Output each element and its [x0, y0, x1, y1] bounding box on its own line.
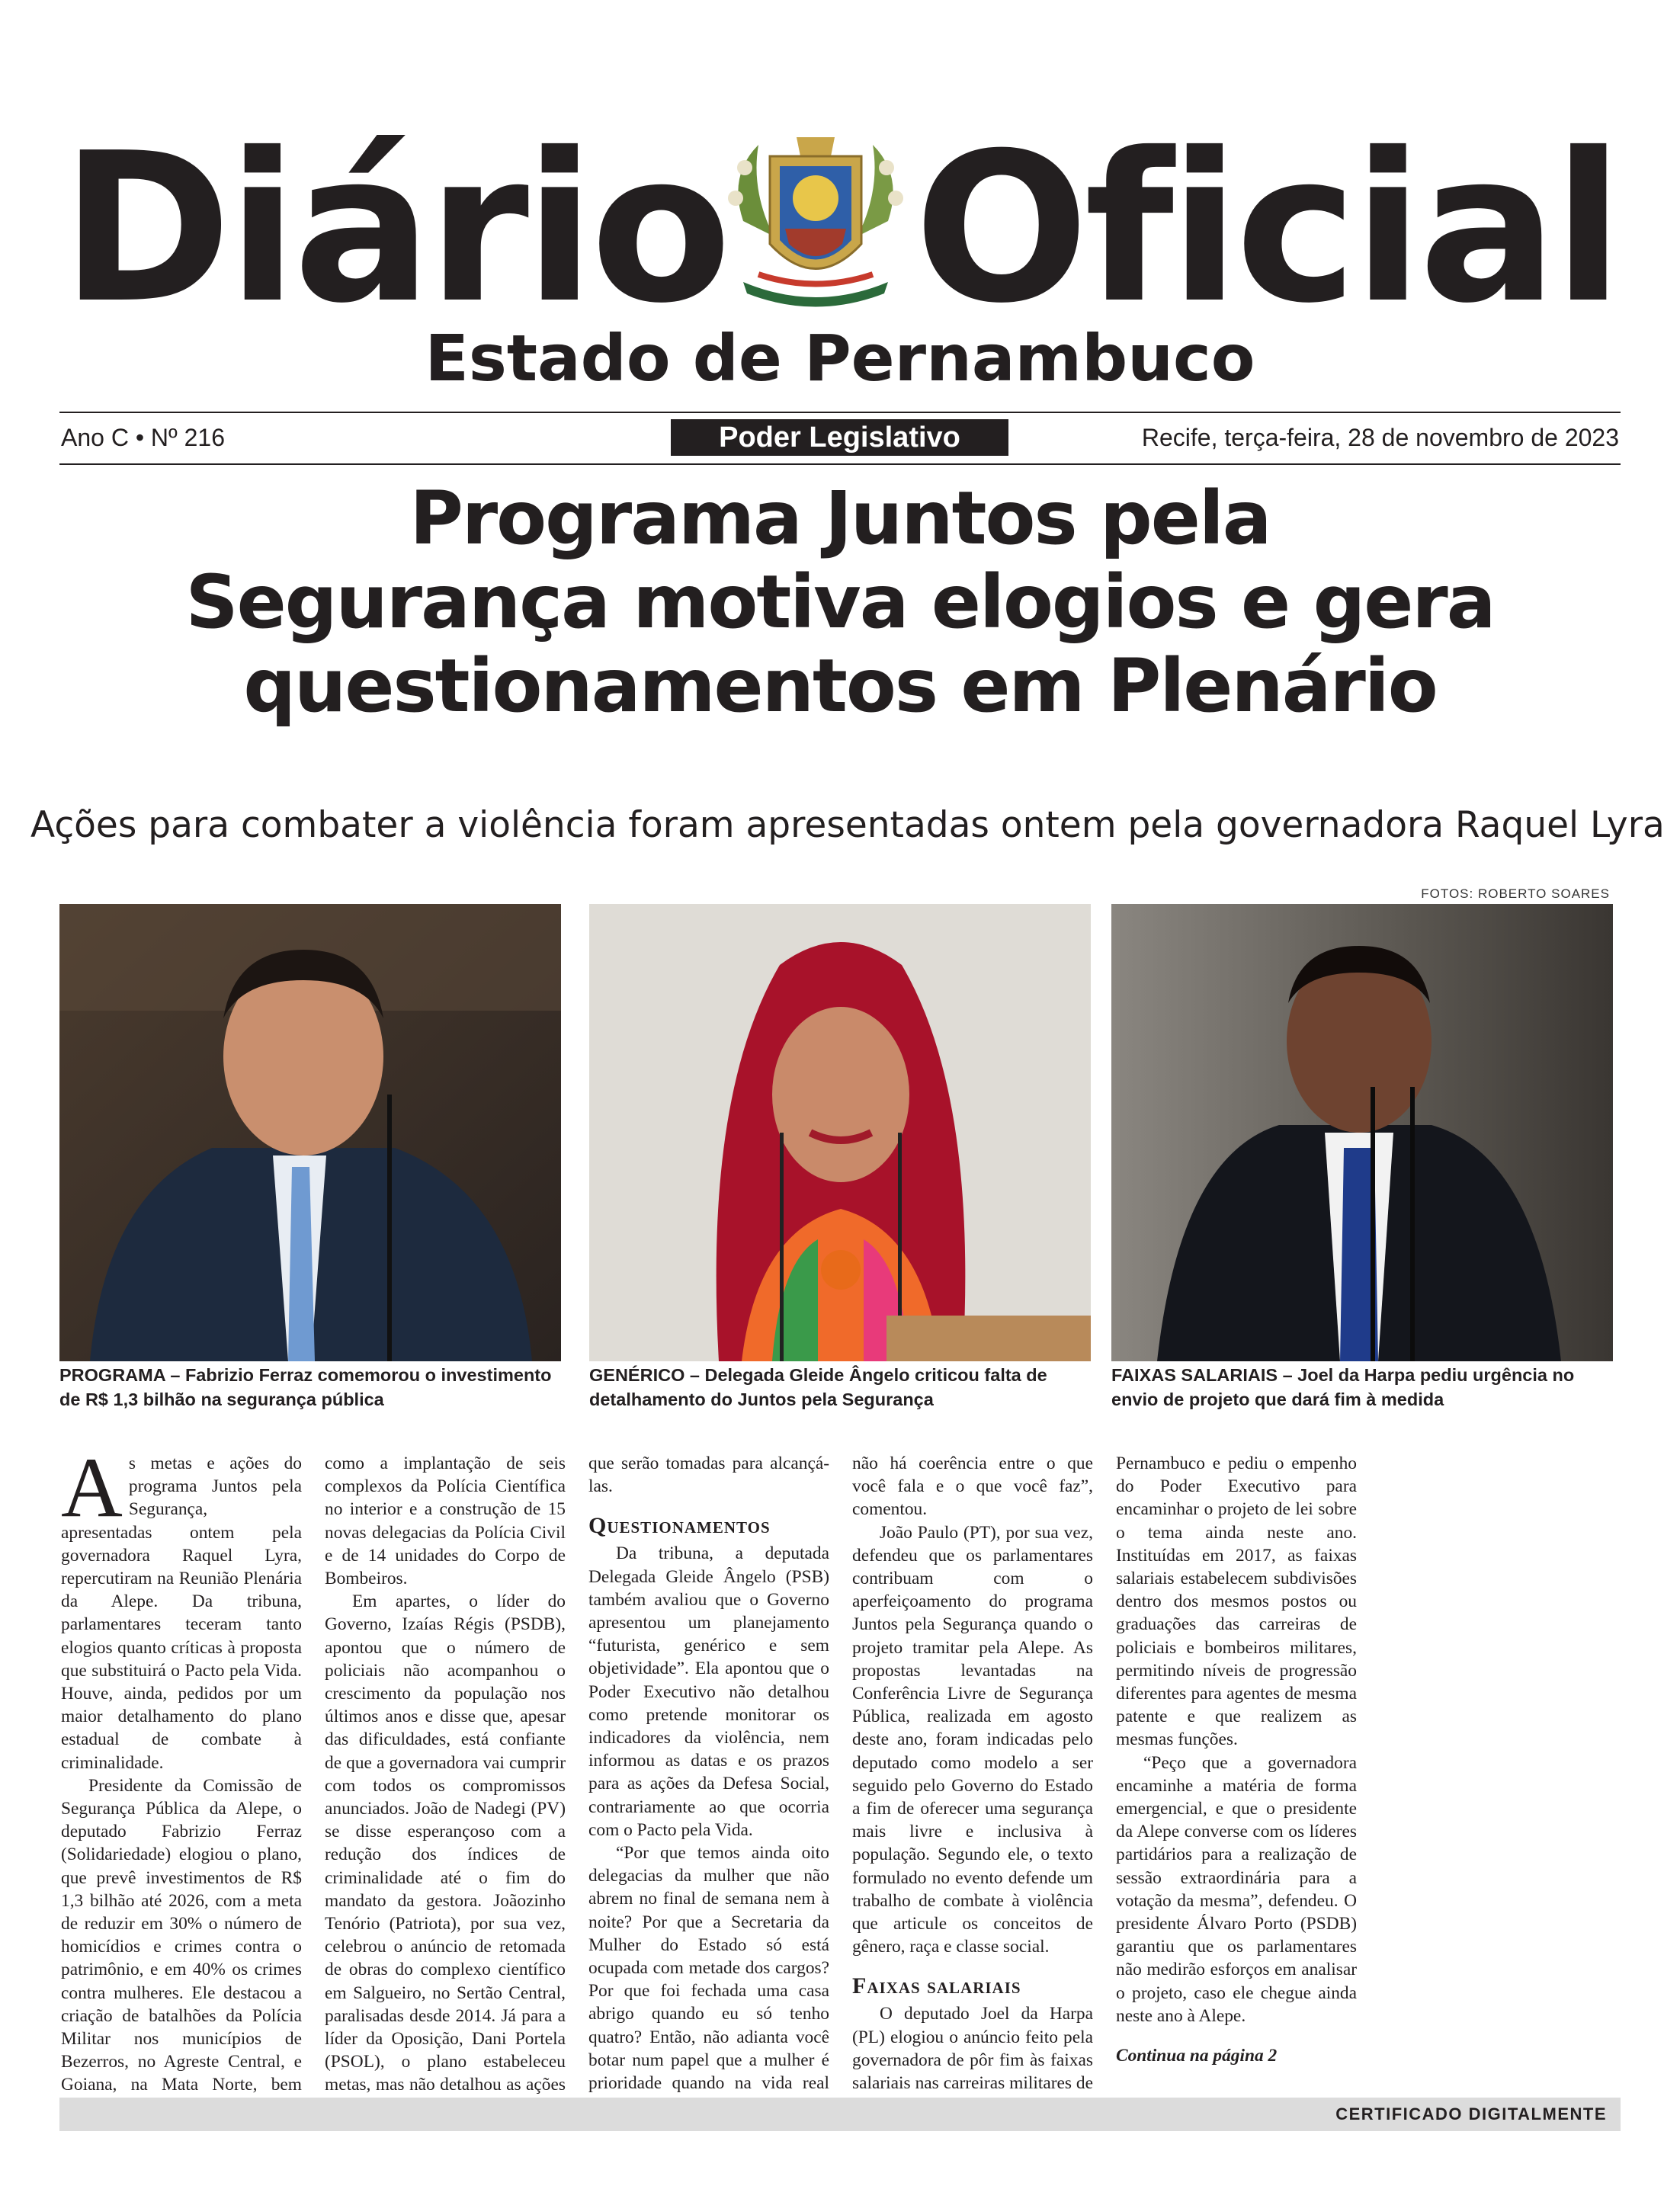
- masthead-title-right: Oficial: [914, 108, 1619, 348]
- photo-credit: FOTOS: ROBERTO SOARES: [1421, 886, 1610, 901]
- headline-line: Segurança motiva elogios e gera: [185, 559, 1495, 645]
- article-body: [61, 1441, 1621, 2107]
- subhead-questionamentos: Questionamentos: [588, 1513, 771, 1539]
- photo-caption: GENÉRICO – Delegada Gleide Ângelo criticou falta de detalhamento do Juntos pela Segurança: [589, 1365, 1047, 1409]
- issue-number: Ano C • Nº 216: [61, 424, 225, 451]
- drop-cap: A: [61, 1441, 123, 1535]
- article-paragraph: “Por que temos ainda oito delegacias da mulher que não abrem no final de semana nem à noite? Por que a Secretaria da Mulher do Estado só está ocupada com metade dos cargos? Por que foi fechada uma casa abrigo quando eu só tenho quatro? Então, não adianta você botar num papel que a mulher é prioridade quando na vida real não há coerência entre o que você fala e o que você faz”, comentou.: [588, 1454, 1093, 2094]
- deck: Ações para combater a violência foram apresentadas ontem pela governadora Raquel Lyra: [30, 804, 1665, 846]
- continue-link[interactable]: Continua na página 2: [1116, 2046, 1278, 2066]
- footer-bar: [59, 2098, 1621, 2131]
- article-paragraph: [61, 1441, 302, 1774]
- article-paragraph-text: s metas e ações do programa Juntos pela Segurança, apresentadas ontem pela governadora Raquel Lyra, repercutiram na Reunião Plenária da Alepe. Da tribuna, parlamentares teceram tanto elogios quanto críticas à proposta que substituirá o Pacto pela Vida. Houve, ainda, pedidos por um maior detalhamento do plano estadual de combate à criminalidade.: [61, 1454, 302, 1773]
- subhead-faixas-salariais: Faixas salariais: [852, 1973, 1021, 1999]
- article-paragraph: Em apartes, o líder do Governo, Izaías Régis (PSDB), apontou que o número de policiais não acompanhou o crescimento da população nos últimos anos e disse que, apesar das dificuldades, está confiante de que a governadora vai cumprir com todos os compromissos anunciados. João de Nadegi (PV) se disse esperançoso com a redução dos índices de criminalidade até o fim do mandato da gestora. Joãozinho Tenório (Patriota), por sua vez, celebrou o anúncio de retomada de obras do complexo científico em Salgueiro, no Sertão Central, paralisadas desde 2014. Já para a líder da Oposição, Dani Portela (PSOL), o plano estabeleceu metas, mas não detalhou as ações que serão tomadas para alcançá-las.: [325, 1454, 829, 2095]
- photo-gleide-angelo: [589, 904, 1091, 1361]
- headline-line: Programa Juntos pela: [409, 476, 1271, 561]
- photo-fabrizio-ferraz: [59, 904, 561, 1361]
- article-paragraph: “Peço que a governadora encaminhe a matéria de forma emergencial, e que o presidente da Alepe converse com os líderes partidários para a realização de sessão extraordinária para a votação da mesma”, defendeu. O presidente Álvaro Porto (PSDB) garantiu que os parlamentares não medirão esforços em analisar o projeto, caso ele chegue ainda neste ano à Alepe.: [1116, 1752, 1357, 2026]
- article-paragraph: Presidente da Comissão de Segurança Pública da Alepe, o deputado Fabrizio Ferraz (Solidariedade) elogiou o plano, que prevê investimentos de R$ 1,3 bilhão até 2026, com a meta de reduzir em 30% o número de homicídios e crimes contra o patrimônio, e em 40% os crimes contra mulheres. Ele destacou a criação de batalhões da Polícia Militar nos municípios de Bezerros, no Agreste Central, e Goiana, na Mata Norte, bem como a implantação de seis complexos da Polícia Científica no interior e a construção de 15 novas delegacias da Polícia Civil e de 14 unidades do Corpo de Bombeiros.: [61, 1454, 566, 2095]
- photo-joel-da-harpa: [1111, 904, 1613, 1361]
- top-rule: [59, 412, 1621, 413]
- article-paragraph: João Paulo (PT), por sua vez, defendeu que os parlamentares contribuam com o aperfeiçoamento do programa Juntos pela Segurança quando o projeto tramitar pela Alepe. As propostas levantadas na Conferência Livre de Segurança Pública, realizada em agosto deste ano, foram indicadas pelo deputado como modelo a ser seguido pelo Governo do Estado a fim de oferecer uma segurança mais livre e inclusiva à população. Segundo ele, o texto formulado no evento defende um trabalho de combate à violência que articule os conceitos de gênero, raça e classe social.: [852, 1522, 1093, 1957]
- masthead-subtitle: Estado de Pernambuco: [425, 321, 1255, 396]
- photo-caption: FAIXAS SALARIAIS – Joel da Harpa pediu urgência no envio de projeto que dará fim à medida: [1111, 1365, 1575, 1409]
- photo-caption: PROGRAMA – Fabrizio Ferraz comemorou o investimento de R$ 1,3 bilhão na segurança pública: [59, 1365, 552, 1409]
- headline: [69, 476, 1611, 728]
- bottom-rule: [59, 463, 1621, 465]
- headline-line: questionamentos em Plenário: [243, 643, 1437, 729]
- digital-certification: CERTIFICADO DIGITALMENTE: [1335, 2104, 1607, 2123]
- section-badge: Poder Legislativo: [671, 419, 1008, 456]
- masthead-title-left: Diário: [61, 108, 728, 348]
- article-paragraph: O deputado Joel da Harpa (PL) elogiou o anúncio feito pela governadora de pôr fim às faixas salariais nas carreiras militares de Pernambuco e pediu o empenho do Poder Executivo para encaminhar o projeto de lei sobre o tema ainda neste ano. Instituídas em 2017, as faixas salariais estabelecem subdivisões dentro dos mesmos postos ou graduações das carreiras de policiais e bombeiros militares, permitindo níveis de progressão diferentes para agentes de mesma patente e que realizem as mesmas funções.: [852, 1454, 1357, 2094]
- coat-of-arms-icon: [713, 130, 919, 313]
- masthead: [0, 108, 1680, 348]
- dateline: Recife, terça-feira, 28 de novembro de 2023: [1141, 424, 1619, 451]
- article-paragraph: Da tribuna, a deputada Delegada Gleide Ângelo (PSB) também avaliou que o Governo apresentou um planejamento “futurista, genérico e sem objetividade”. Ela apontou que o Poder Executivo não detalhou como pretende monitorar os indicadores da violência, nem informou as datas e os prazos para as ações da Defesa Social, contrariamente ao que ocorria com o Pacto pela Vida.: [588, 1543, 829, 1840]
